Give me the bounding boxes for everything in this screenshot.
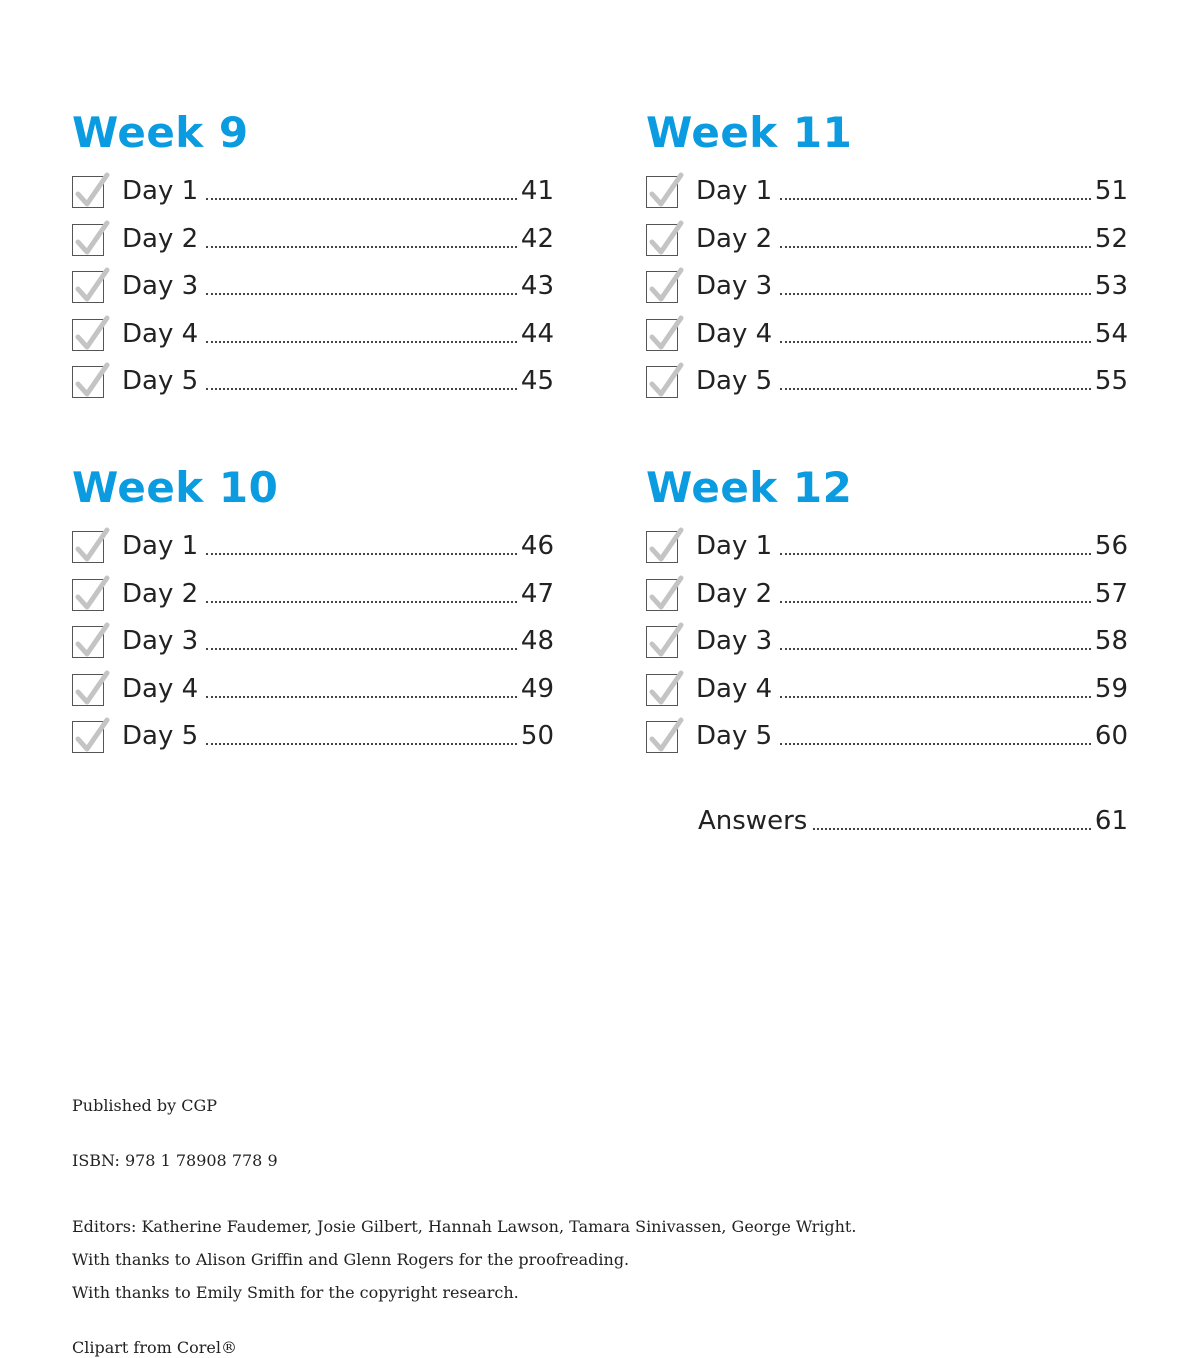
dot-leader <box>780 711 1091 745</box>
checked-checkbox-icon[interactable] <box>72 721 104 753</box>
dot-leader <box>780 664 1091 698</box>
page-number: 47 <box>520 578 554 609</box>
day-row[interactable] <box>72 719 554 767</box>
isbn: ISBN: 978 1 78908 778 9 <box>72 1151 278 1170</box>
page-number: 59 <box>1094 673 1128 704</box>
page-number: 57 <box>1094 578 1128 609</box>
checked-checkbox-icon[interactable] <box>72 366 104 398</box>
day-label: Day 5 <box>122 721 199 751</box>
checked-checkbox-icon[interactable] <box>72 271 104 303</box>
day-label: Day 5 <box>122 366 199 396</box>
page-number: 41 <box>520 176 554 206</box>
dot-leader <box>206 521 517 555</box>
checked-checkbox-icon[interactable] <box>646 271 678 303</box>
page-number: 56 <box>1094 531 1128 561</box>
checked-checkbox-icon[interactable] <box>72 579 104 611</box>
page-number: 48 <box>520 626 554 656</box>
answers-page-number: 61 <box>1094 806 1128 836</box>
checked-checkbox-icon[interactable] <box>72 319 104 351</box>
checked-checkbox-icon[interactable] <box>72 626 104 658</box>
day-label: Day 3 <box>696 271 773 301</box>
day-label: Day 2 <box>696 578 773 609</box>
week-title: Week 10 <box>72 463 279 512</box>
week-10-section <box>72 459 554 767</box>
day-label: Day 2 <box>122 223 199 254</box>
dot-leader <box>206 356 517 390</box>
page-number: 52 <box>1094 223 1128 254</box>
day-label: Day 5 <box>696 366 773 396</box>
page-number: 50 <box>520 721 554 751</box>
page-number: 43 <box>520 271 554 301</box>
dot-leader <box>780 166 1091 200</box>
clipart-credit: Clipart from Corel® <box>72 1338 237 1357</box>
page-number: 60 <box>1094 721 1128 751</box>
dot-leader <box>780 616 1091 650</box>
checked-checkbox-icon[interactable] <box>72 176 104 208</box>
answers-label: Answers <box>698 806 808 836</box>
page-number: 49 <box>520 673 554 704</box>
week-9-section <box>72 104 554 412</box>
day-label: Day 1 <box>122 531 199 561</box>
answers-row[interactable] <box>698 804 1128 838</box>
day-label: Day 3 <box>122 271 199 301</box>
page-number: 58 <box>1094 626 1128 656</box>
dot-leader <box>206 616 517 650</box>
dot-leader <box>780 214 1091 248</box>
day-label: Day 4 <box>122 318 199 349</box>
editors-credit: Editors: Katherine Faudemer, Josie Gilbert, Hannah Lawson, Tamara Sinivassen, George Wright. <box>72 1217 857 1236</box>
day-label: Day 1 <box>696 176 773 206</box>
checked-checkbox-icon[interactable] <box>72 224 104 256</box>
checked-checkbox-icon[interactable] <box>646 319 678 351</box>
dot-leader <box>780 309 1091 343</box>
day-list <box>646 174 1128 412</box>
day-label: Day 4 <box>122 673 199 704</box>
checked-checkbox-icon[interactable] <box>72 531 104 563</box>
day-label: Day 3 <box>696 626 773 656</box>
day-list <box>72 174 554 412</box>
dot-leader <box>780 569 1091 603</box>
week-title: Week 9 <box>72 108 249 157</box>
checked-checkbox-icon[interactable] <box>646 579 678 611</box>
checked-checkbox-icon[interactable] <box>646 721 678 753</box>
page-number: 42 <box>520 223 554 254</box>
checked-checkbox-icon[interactable] <box>72 674 104 706</box>
proofreading-credit: With thanks to Alison Griffin and Glenn Rogers for the proofreading. <box>72 1250 630 1269</box>
dot-leader <box>813 796 1091 830</box>
day-list <box>72 529 554 767</box>
day-label: Day 4 <box>696 318 773 349</box>
dot-leader <box>206 569 517 603</box>
day-row[interactable] <box>646 364 1128 412</box>
week-11-section <box>646 104 1128 412</box>
page-number: 54 <box>1094 318 1128 349</box>
day-label: Day 5 <box>696 721 773 751</box>
week-12-section <box>646 459 1128 767</box>
page-number: 45 <box>520 366 554 396</box>
dot-leader <box>780 356 1091 390</box>
day-label: Day 2 <box>122 578 199 609</box>
dot-leader <box>206 214 517 248</box>
checked-checkbox-icon[interactable] <box>646 176 678 208</box>
checked-checkbox-icon[interactable] <box>646 531 678 563</box>
page-number: 46 <box>520 531 554 561</box>
page-number: 53 <box>1094 271 1128 301</box>
day-row[interactable] <box>72 364 554 412</box>
page-number: 44 <box>520 318 554 349</box>
day-row[interactable] <box>646 719 1128 767</box>
dot-leader <box>206 711 517 745</box>
dot-leader <box>206 261 517 295</box>
dot-leader <box>206 664 517 698</box>
day-label: Day 2 <box>696 223 773 254</box>
checked-checkbox-icon[interactable] <box>646 224 678 256</box>
dot-leader <box>206 309 517 343</box>
page-number: 51 <box>1094 176 1128 206</box>
checked-checkbox-icon[interactable] <box>646 366 678 398</box>
checked-checkbox-icon[interactable] <box>646 674 678 706</box>
day-label: Day 1 <box>122 176 199 206</box>
copyright-credit: With thanks to Emily Smith for the copyright research. <box>72 1283 519 1302</box>
day-list <box>646 529 1128 767</box>
checked-checkbox-icon[interactable] <box>646 626 678 658</box>
dot-leader <box>780 261 1091 295</box>
dot-leader <box>780 521 1091 555</box>
page-number: 55 <box>1094 366 1128 396</box>
day-label: Day 1 <box>696 531 773 561</box>
week-title: Week 11 <box>646 108 853 157</box>
dot-leader <box>206 166 517 200</box>
published-by: Published by CGP <box>72 1096 218 1115</box>
week-title: Week 12 <box>646 463 853 512</box>
day-label: Day 4 <box>696 673 773 704</box>
day-label: Day 3 <box>122 626 199 656</box>
